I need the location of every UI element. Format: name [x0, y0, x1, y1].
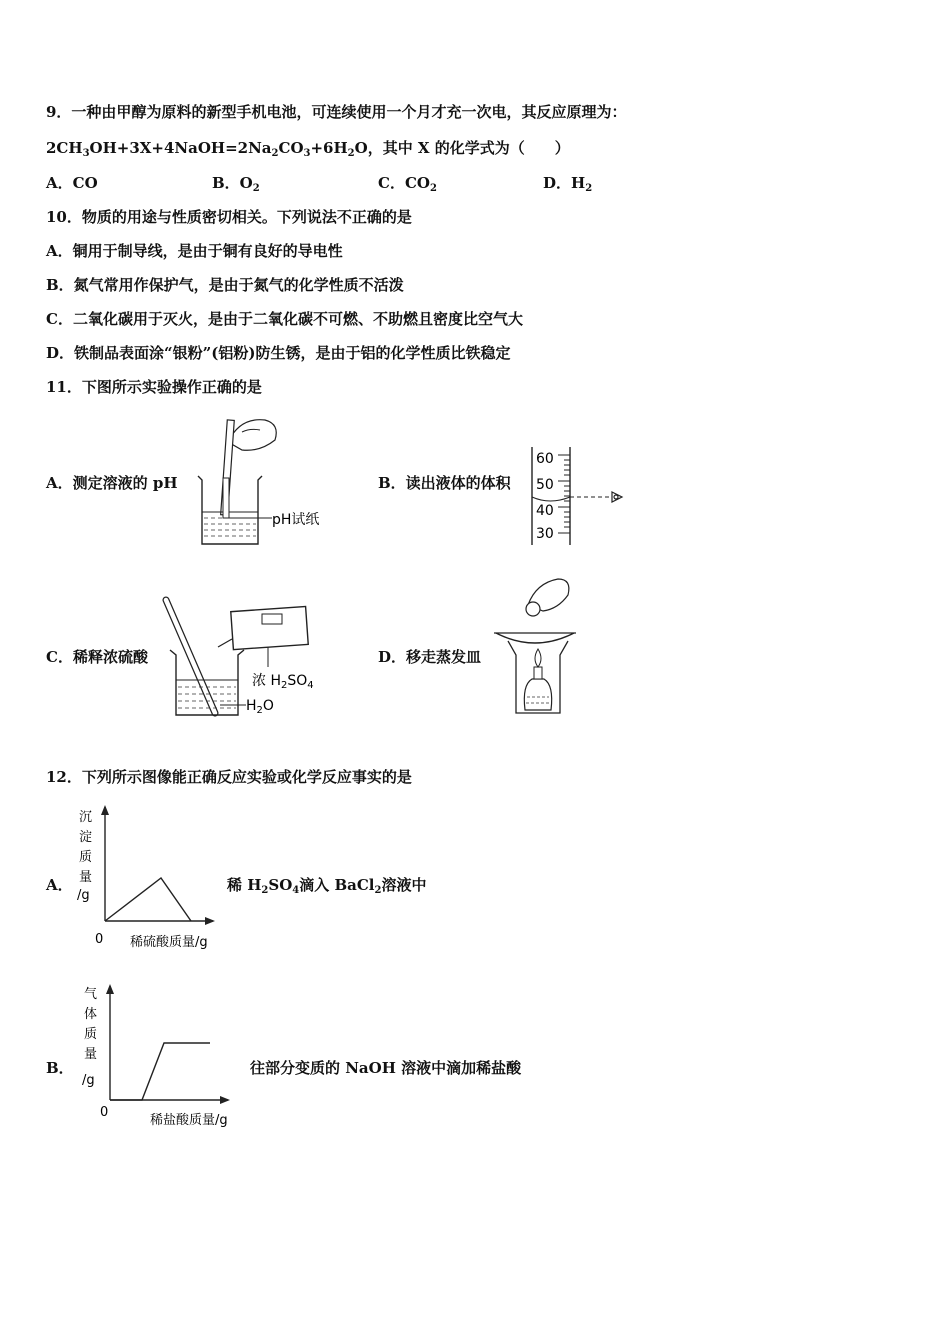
graph-b-xlabel: 稀盐酸质量/g [150, 1113, 228, 1128]
q12-stem: 12．下列所示图像能正确反应实验或化学反应事实的是 [46, 768, 412, 786]
q11-option-a[interactable]: A．测定溶液的 pH [46, 474, 178, 492]
q10-option-a[interactable]: A．铜用于制导线，是由于铜有良好的导电性 [46, 242, 343, 260]
q11-stem: 11．下图所示实验操作正确的是 [46, 378, 262, 396]
graph-a-ylabel-4: 量 [79, 870, 93, 885]
q10-option-c[interactable]: C．二氧化碳用于灭火，是由于二氧化碳不可燃、不助燃且密度比空气大 [46, 310, 523, 328]
q12-option-a-text[interactable]: 稀 $H_2SO_4$滴入 BaCl$_2$溶液中 [227, 876, 427, 896]
q9-option-d[interactable]: D．$H_2$ [543, 174, 593, 194]
cylinder-reading-figure [520, 445, 630, 550]
graph-b-origin: 0 [100, 1105, 109, 1120]
graph-b [78, 980, 248, 1130]
graph-a-origin: 0 [95, 932, 104, 947]
q11-option-c[interactable]: C．稀释浓硫酸 [46, 648, 148, 666]
tick-50: 50 [536, 477, 554, 493]
q9-option-a[interactable]: A．CO [46, 174, 98, 192]
q9-equation: $2CH_3OH+3X+4NaOH=2Na_2CO_3+6H_2O$，其中 X 的化学式为（ ） [46, 139, 570, 159]
ph-test-figure [190, 412, 340, 552]
graph-a-ylabel-1: 沉 [79, 810, 93, 825]
graph-a-ylabel-3: 质 [79, 850, 93, 865]
graph-b-ylabel-5: /g [82, 1073, 95, 1088]
evaporating-dish-figure [488, 575, 583, 720]
q10-stem: 10．物质的用途与性质密切相关。下列说法不正确的是 [46, 208, 412, 226]
q9-stem: 9．一种由甲醇为原料的新型手机电池，可连续使用一个月才充一次电，其反应原理为： [46, 103, 627, 121]
dilute-acid-figure [160, 595, 340, 720]
q9-option-c[interactable]: C．$CO_2$ [378, 174, 437, 194]
water-label: $H_2O$ [246, 698, 274, 716]
graph-a [75, 803, 225, 953]
tick-60: 60 [536, 451, 554, 467]
q11-option-d[interactable]: D．移走蒸发皿 [378, 648, 482, 666]
graph-b-ylabel-1: 气 [84, 987, 98, 1002]
q9-option-b[interactable]: B．$O_2$ [212, 174, 260, 194]
graph-b-ylabel-2: 体 [84, 1007, 98, 1022]
graph-a-ylabel-2: 淀 [79, 830, 93, 845]
graph-a-ylabel-5: /g [77, 888, 90, 903]
tick-40: 40 [536, 503, 554, 519]
q10-option-b[interactable]: B．氮气常用作保护气，是由于氮气的化学性质不活泼 [46, 276, 404, 294]
q12-option-b-letter[interactable]: B． [46, 1059, 74, 1077]
graph-a-curve [105, 878, 191, 921]
acid-label: 浓 $H_2SO_4$ [252, 673, 314, 691]
graph-b-ylabel-3: 质 [84, 1027, 98, 1042]
eye-icon [612, 492, 622, 502]
q12-option-a-letter[interactable]: A． [46, 876, 73, 894]
ph-paper-label: pH试纸 [272, 512, 320, 528]
q10-option-d[interactable]: D．铁制品表面涂“银粉”(铝粉)防生锈，是由于铝的化学性质比铁稳定 [46, 344, 511, 362]
q11-option-b[interactable]: B．读出液体的体积 [378, 474, 511, 492]
tick-30: 30 [536, 526, 554, 542]
graph-a-xlabel: 稀硫酸质量/g [130, 935, 208, 950]
graph-b-ylabel-4: 量 [84, 1047, 98, 1062]
q12-option-b-text[interactable]: 往部分变质的 NaOH 溶液中滴加稀盐酸 [250, 1059, 522, 1077]
graph-b-curve [110, 1043, 210, 1100]
